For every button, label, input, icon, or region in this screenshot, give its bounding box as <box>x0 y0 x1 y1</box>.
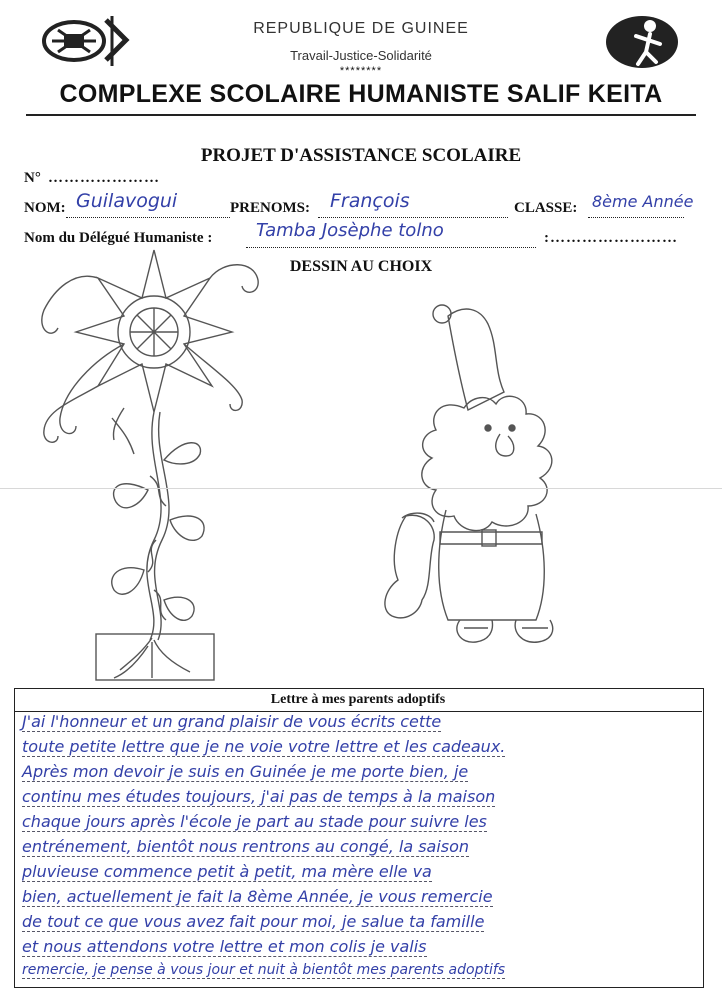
classe-label: CLASSE: <box>514 200 578 216</box>
prenoms-value: François <box>330 190 410 212</box>
letter-line-10: et nous attendons votre lettre et mon colis je valis <box>22 937 427 956</box>
paper-fold-line <box>0 488 722 489</box>
number-label: N° <box>24 170 41 186</box>
drawing-title: DESSIN AU CHOIX <box>289 258 433 275</box>
letter-line-11: remercie, je pense à vous jour et nuit à bientôt mes parents adoptifs <box>22 962 506 978</box>
letter-line-2: toute petite lettre que je ne voie votre lettre et les cadeaux. <box>22 737 506 756</box>
letter-title: Lettre à mes parents adoptifs <box>14 689 702 712</box>
school-name: COMPLEXE SCOLAIRE HUMANISTE SALIF KEITA <box>59 80 663 108</box>
delegue-label: Nom du Délégué Humaniste : <box>24 230 213 246</box>
form-title: PROJET D'ASSISTANCE SCOLAIRE <box>200 145 522 166</box>
header-divider <box>26 114 696 116</box>
letter-line-4: continu mes études toujours, j'ai pas de temps à la maison <box>22 787 496 806</box>
republic-title: REPUBLIQUE DE GUINEE <box>253 20 469 37</box>
santa-drawing <box>376 300 606 650</box>
header-stars: ******** <box>339 65 383 77</box>
nom-value: Guilavogui <box>76 190 178 212</box>
letter-line-7: pluvieuse commence petit à petit, ma mère elle va <box>22 862 432 881</box>
letter-line-8: bien, actuellement je fait la 8ème Année, je vous remercie <box>22 887 493 906</box>
delegue-value: Tamba Josèphe tolno <box>256 220 444 241</box>
national-motto: Travail-Justice-Solidarité <box>290 48 432 63</box>
flower-drawing <box>24 240 264 690</box>
number-dots: ………………… <box>48 170 160 186</box>
letter-line-3: Après mon devoir je suis en Guinée je me porte bien, je <box>22 762 469 781</box>
letter-line-6: entrénement, bientôt nous rentrons au congé, la saison <box>22 837 470 856</box>
letter-line-5: chaque jours après l'école je part au stade pour suivre les <box>22 812 487 831</box>
classe-value: 8ème Année <box>592 192 694 211</box>
letter-line-1: J'ai l'honneur et un grand plaisir de vous écrits cette <box>22 712 442 731</box>
delegue-trailing: :…………………… <box>544 230 678 246</box>
letter-line-9: de tout ce que vous avez fait pour moi, je salue ta famille <box>22 912 485 931</box>
prenoms-label: PRENOMS: <box>230 200 310 216</box>
nom-label: NOM: <box>24 200 66 216</box>
